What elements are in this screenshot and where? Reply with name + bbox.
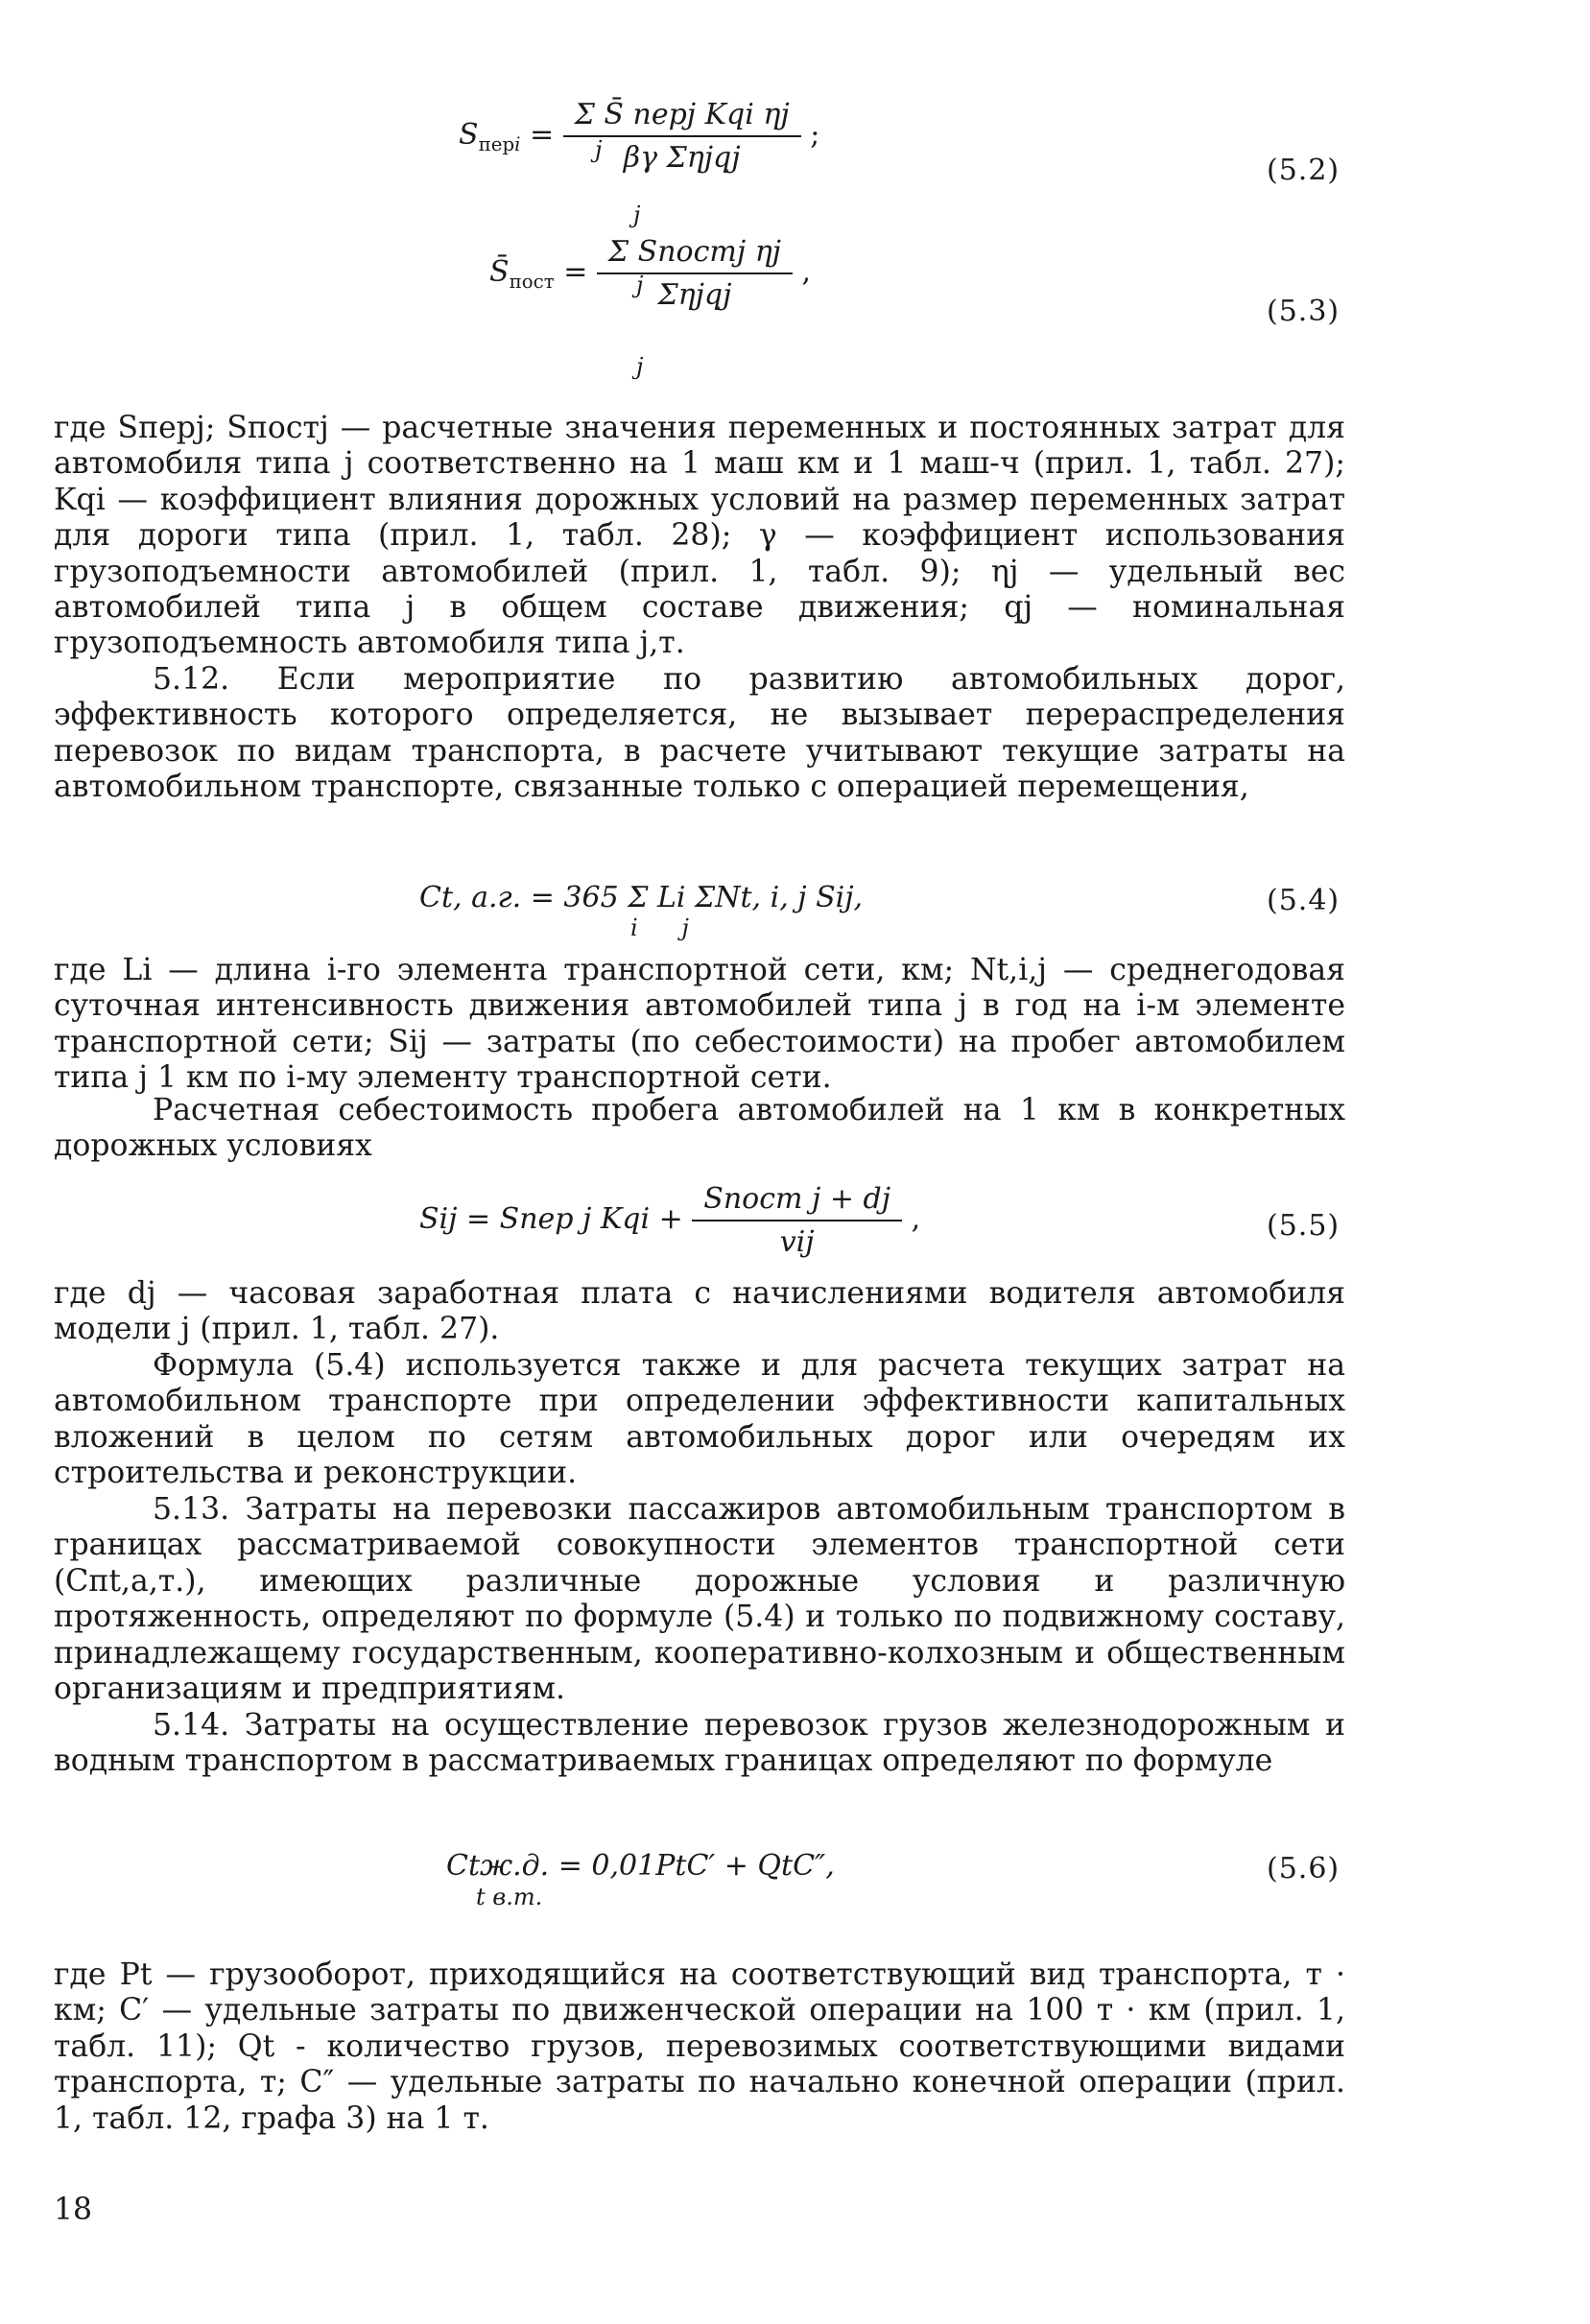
paragraph-definitions-5-5: где dj — часовая заработная плата с начислениями водителя автомобиля модели j (прил. 1, табл. 27).: [54, 1276, 1345, 1347]
formula-lhs: S: [459, 118, 479, 152]
formula-5-2: $S_{перi}$ = $\frac{\text{Σ S̄ перj Kqi ηj}}{\text{βγ Σηjqj}}$ ;: [459, 98, 820, 175]
equation-number-5-5: (5.5): [1267, 1209, 1341, 1243]
paragraph-5-13: 5.13. Затраты на перевозки пассажиров автомобильным транспортом в границах рассматриваемой совокупности элементов транспортной сети (Cпt,а,т.), имеющих различные дорожные условия и различную протяженность, определяют по формуле (5.4) и только по подвижному составу, принадлежащему государственным, кооперативно-колхозным и общественным организациям и предприятиям.: [54, 1492, 1345, 1707]
formula-tail: ;: [810, 118, 820, 152]
formula-numerator: Σ S̄ перj Kqi ηj: [563, 98, 801, 137]
paragraph-definitions-5-3: где Sперj; Sпостj — расчетные значения переменных и постоянных затрат для автомобиля типа j соответственно на 1 маш км и 1 маш-ч (прил. 1, табл. 27); Kqi — коэффициент влияния дорожных условий на размер переменных затрат для дороги типа (прил. 1, табл. 28); γ — коэффициент использования грузоподъемности автомобилей (прил. 1, табл. 9); ηj — удельный вес автомобилей типа j в общем составе движения; qj — номинальная грузоподъемность автомобиля типа j,т.: [54, 411, 1345, 661]
formula-denominator: Σηjqj: [657, 278, 732, 312]
equation-number-5-2: (5.2): [1267, 154, 1341, 187]
formula-fraction: [597, 235, 793, 312]
formula-lhs: Sij = Sпер j Kqi +: [419, 1202, 693, 1236]
page-number: 18: [54, 2193, 93, 2227]
equation-number-5-6: (5.6): [1267, 1852, 1341, 1885]
equation-number-5-4: (5.4): [1267, 884, 1341, 917]
formula-5-3-under-den: j: [636, 353, 644, 380]
formula-lhs-sub: пер: [478, 133, 515, 155]
formula-numerator: Σ Sпостj ηj: [597, 235, 793, 274]
formula-5-3-under-num: j: [636, 272, 644, 298]
formula-tail: ,: [801, 255, 812, 289]
formula-lhs: S̄: [489, 255, 510, 289]
formula-tail: ,: [911, 1202, 921, 1236]
formula-5-3: $S̄_{пост}$ = $\frac{\text{Σ Sпостj ηj}}{\text{Σηjqj}}$ ,: [489, 235, 812, 312]
formula-denominator: vij: [779, 1225, 815, 1259]
formula-5-2-under-num: j: [595, 136, 603, 163]
paragraph-definitions-5-4: где Li — длина i-го элемента транспортной сети, км; Nt,i,j — среднегодовая суточная интенсивность движения автомобилей типа j в год на i-м элементе транспортной сети; Sij — затраты (по себестоимости) на пробег автомобилем типа j 1 км по i-му элементу транспортной сети.: [54, 953, 1345, 1096]
formula-denominator: βγ Σηjqj: [623, 141, 741, 175]
paragraph-5-12: 5.12. Если мероприятие по развитию автомобильных дорог, эффективность которого определяется, не вызывает перераспределения перевозок по видам транспорта, в расчете учитывают текущие затраты на автомобильном транспорте, связанные только с операцией перемещения,: [54, 662, 1345, 805]
formula-5-6-under: t в.т.: [476, 1884, 543, 1910]
formula-5-5: [419, 1182, 920, 1259]
paragraph-calculated-cost: Расчетная себестоимость пробега автомобилей на 1 км в конкретных дорожных условиях: [54, 1093, 1345, 1164]
formula-lhs-index: i: [514, 133, 521, 155]
formula-fraction: [692, 1182, 902, 1259]
paragraph-definitions-5-6: где Pt — грузооборот, приходящийся на соответствующий вид транспорта, т · км; C′ — удельные затраты по движенческой операции на 100 т · км (прил. 1, табл. 11); Qt - количество грузов, перевозимых соответствующими видами транспорта, т; C″ — удельные затраты по начально конечной операции (прил. 1, табл. 12, графа 3) на 1 т.: [54, 1957, 1345, 2136]
paragraph-formula-usage: Формула (5.4) используется также и для расчета текущих затрат на автомобильном транспорте при определении эффективности капитальных вложений в целом по сетям автомобильных дорог или очередям их строительства и реконструкции.: [54, 1348, 1345, 1491]
equation-number-5-3: (5.3): [1267, 295, 1341, 328]
formula-numerator: Sпост j + dj: [692, 1182, 902, 1221]
formula-5-2-under-den: j: [633, 202, 641, 228]
formula-5-4: Ct, а.г. = 365 Σ Li ΣNt, i, j Sij,: [419, 881, 864, 914]
formula-5-6: Ctж.д. = 0,01PtC′ + QtC″,: [446, 1849, 835, 1883]
formula-lhs-sub: пост: [509, 271, 555, 293]
paragraph-5-14: 5.14. Затраты на осуществление перевозок грузов железнодорожным и водным транспортом в рассматриваемых границах определяют по формуле: [54, 1708, 1345, 1779]
formula-5-4-under: i j: [630, 914, 689, 941]
